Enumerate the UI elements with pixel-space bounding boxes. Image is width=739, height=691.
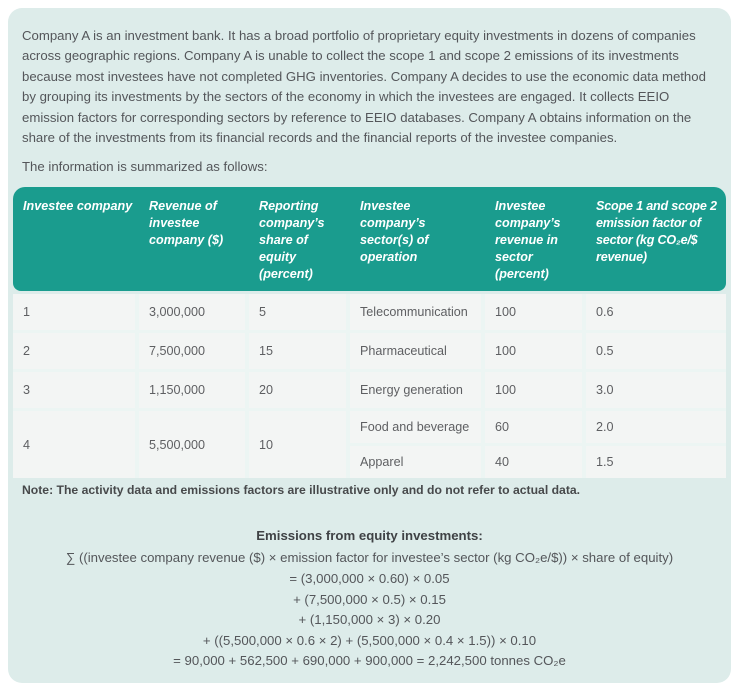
- cell-sector-revenue-3: 100: [485, 372, 582, 408]
- cell-sector-3: Energy generation: [350, 372, 481, 408]
- cell-sector-2: Pharmaceutical: [350, 333, 481, 369]
- calculation-result: = 90,000 + 562,500 + 690,000 + 900,000 = 2,242,500 tonnes CO₂e: [173, 653, 566, 669]
- calculation-step-3: + (1,150,000 × 3) × 0.20: [298, 612, 441, 628]
- cell-sector-revenue-4b: 40: [485, 446, 582, 478]
- col-header-revenue: Revenue of investee company ($): [149, 199, 224, 248]
- col-header-sector-of-operation: Investee company’s sector(s) of operation: [360, 199, 429, 265]
- cell-revenue-4: 5,500,000: [139, 411, 245, 478]
- calculation-title: Emissions from equity investments:: [256, 528, 483, 544]
- col-header-revenue-in-sector: Investee company’s revenue in sector (percent): [495, 199, 561, 282]
- calculation-step-1: = (3,000,000 × 0.60) × 0.05: [289, 571, 450, 587]
- cell-share-4: 10: [249, 411, 346, 478]
- cell-share-2: 15: [249, 333, 346, 369]
- table-note: Note: The activity data and emissions factors are illustrative only and do not refer to actual data.: [22, 483, 581, 498]
- cell-company-1: 1: [13, 294, 135, 330]
- intro-paragraph: Company A is an investment bank. It has a broad portfolio of proprietary equity investments in dozens of companies across geographic regions. Company A is unable to collect the scope 1 and scope 2 emissions of its investments because most investees have not completed GHG inventories. Company A decides to use the economic data method by grouping its investments by the sectors of the economy in which the investees are engaged. It collects EEIO emission factors for corresponding sectors by reference to EEIO databases. Company A obtains information on the share of the investments from its financial records and the financial reports of the investee companies.: [22, 28, 706, 146]
- case-study-panel: [8, 8, 731, 683]
- cell-sector-1: Telecommunication: [350, 294, 481, 330]
- cell-sector-revenue-1: 100: [485, 294, 582, 330]
- cell-share-1: 5: [249, 294, 346, 330]
- cell-revenue-3: 1,150,000: [139, 372, 245, 408]
- cell-revenue-1: 3,000,000: [139, 294, 245, 330]
- cell-sector-revenue-4a: 60: [485, 411, 582, 443]
- calculation-formula: ∑ ((investee company revenue ($) × emission factor for investee’s sector (kg CO₂e/$)) × share of equity): [65, 550, 674, 566]
- calculation-step-2: + (7,500,000 × 0.5) × 0.15: [293, 591, 446, 607]
- cell-factor-1: 0.6: [586, 294, 726, 330]
- cell-factor-2: 0.5: [586, 333, 726, 369]
- emissions-calculation: [8, 528, 731, 672]
- cell-company-2: 2: [13, 333, 135, 369]
- col-header-emission-factor: Scope 1 and scope 2 emission factor of sector (kg CO₂e/$ revenue): [596, 199, 717, 265]
- cell-factor-3: 3.0: [586, 372, 726, 408]
- cell-share-3: 20: [249, 372, 346, 408]
- col-header-investee-company: Investee company: [23, 199, 133, 214]
- cell-company-4: 4: [13, 411, 135, 478]
- cell-factor-4b: 1.5: [586, 446, 726, 478]
- table-header-row: [13, 187, 726, 291]
- col-header-share-of-equity: Reporting company’s share of equity (percent): [259, 199, 325, 282]
- cell-sector-revenue-2: 100: [485, 333, 582, 369]
- table-body: [13, 294, 726, 478]
- cell-factor-4a: 2.0: [586, 411, 726, 443]
- summary-lead-text: The information is summarized as follows:: [22, 159, 268, 175]
- cell-revenue-2: 7,500,000: [139, 333, 245, 369]
- investments-table: [13, 187, 726, 478]
- cell-sector-4a: Food and beverage: [350, 411, 481, 443]
- cell-sector-4b: Apparel: [350, 446, 481, 478]
- calculation-step-4: + ((5,500,000 × 0.6 × 2) + (5,500,000 × 0.4 × 1.5)) × 0.10: [202, 632, 537, 648]
- cell-company-3: 3: [13, 372, 135, 408]
